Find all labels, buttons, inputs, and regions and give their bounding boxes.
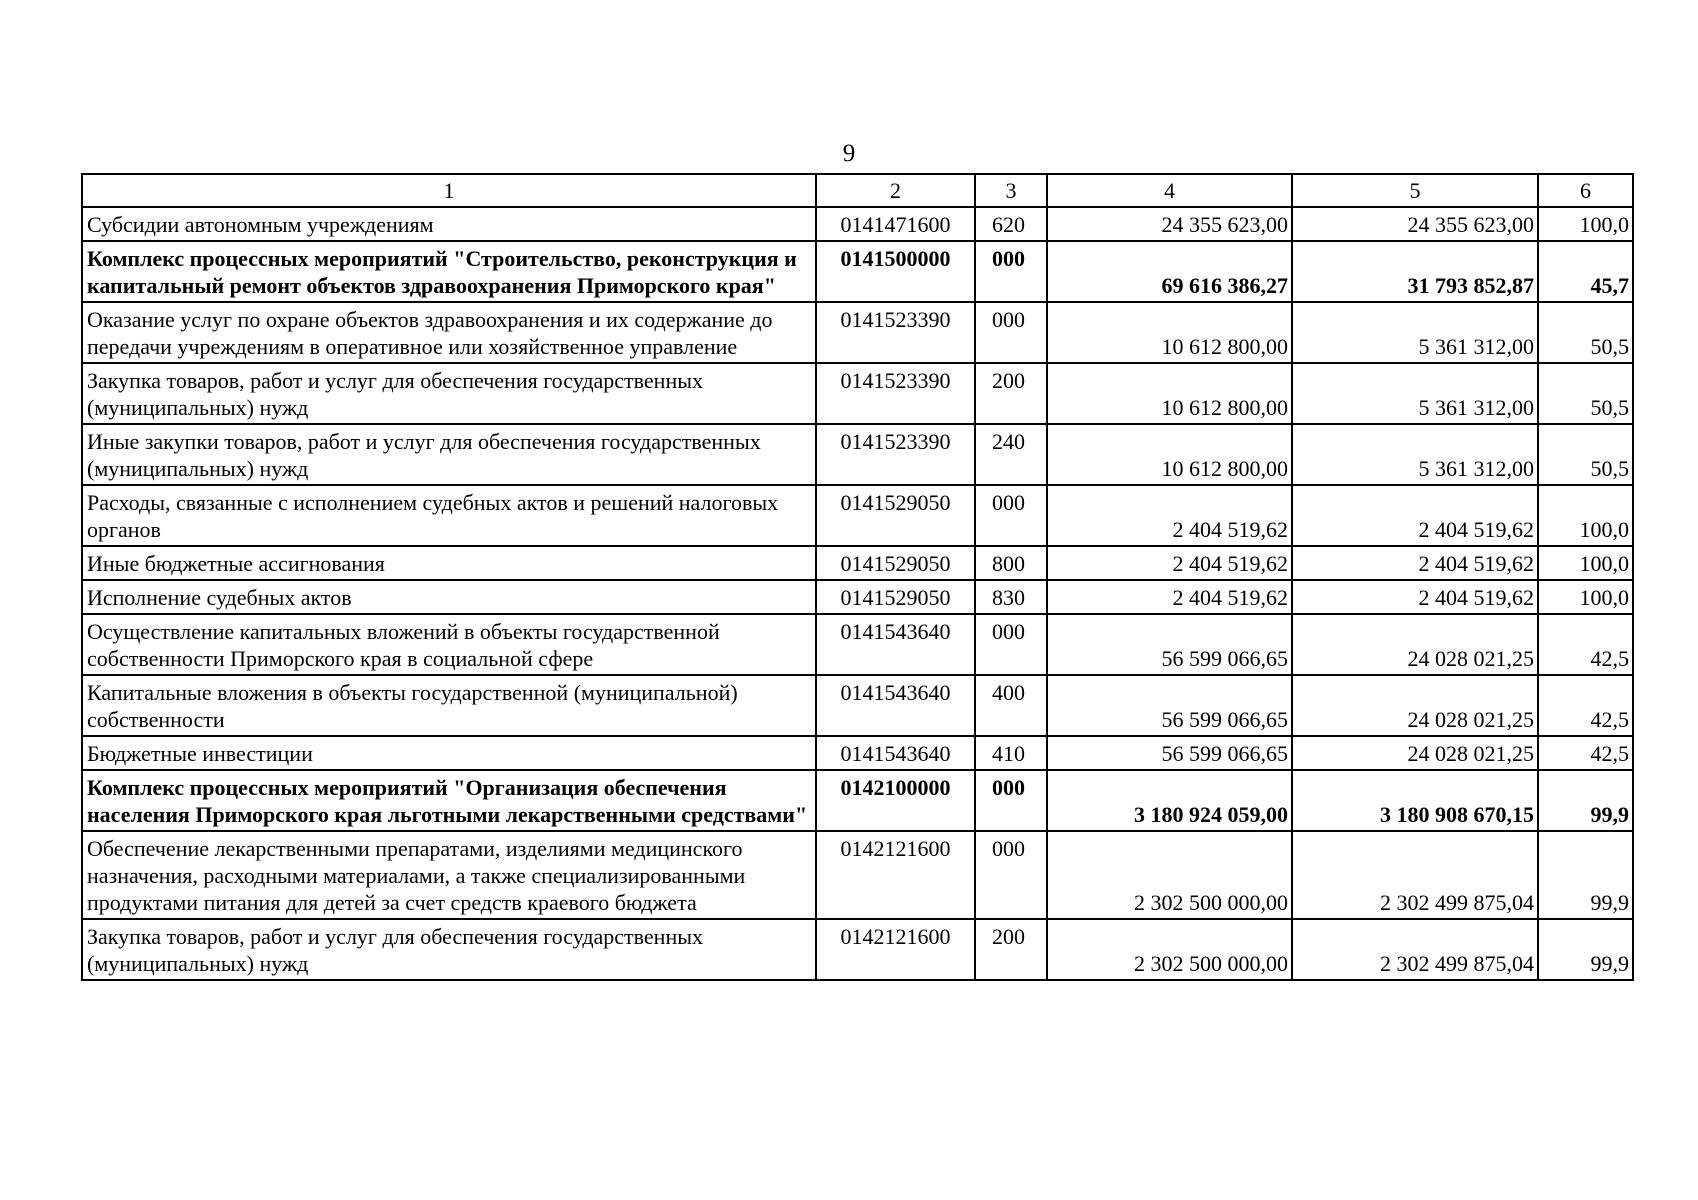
- expense-type-code-cell: 800: [975, 546, 1047, 580]
- target-article-code-cell: 0142100000: [816, 770, 975, 831]
- column-number: 2: [816, 174, 975, 207]
- execution-percent-cell: 100,0: [1538, 207, 1633, 241]
- executed-amount-cell: 24 355 623,00: [1292, 207, 1538, 241]
- column-number: 1: [82, 174, 816, 207]
- target-article-code-cell: 0141500000: [816, 241, 975, 302]
- target-article-code-cell: 0141543640: [816, 614, 975, 675]
- table-row: [82, 363, 1633, 424]
- executed-amount-cell: 5 361 312,00: [1292, 363, 1538, 424]
- planned-amount-cell: 24 355 623,00: [1047, 207, 1292, 241]
- item-name-cell: Субсидии автономным учреждениям: [82, 207, 816, 241]
- expense-type-code-cell: 000: [975, 302, 1047, 363]
- planned-amount-cell: 69 616 386,27: [1047, 241, 1292, 302]
- item-name-cell: Закупка товаров, работ и услуг для обеспечения государственных (муниципальных) нужд: [82, 919, 816, 980]
- expense-type-code-cell: 000: [975, 241, 1047, 302]
- execution-percent-cell: 50,5: [1538, 302, 1633, 363]
- planned-amount-cell: 10 612 800,00: [1047, 302, 1292, 363]
- page-number: 9: [842, 140, 856, 167]
- executed-amount-cell: 3 180 908 670,15: [1292, 770, 1538, 831]
- planned-amount-cell: 2 302 500 000,00: [1047, 831, 1292, 919]
- execution-percent-cell: 45,7: [1538, 241, 1633, 302]
- target-article-code-cell: 0142121600: [816, 831, 975, 919]
- executed-amount-cell: 24 028 021,25: [1292, 675, 1538, 736]
- column-number: 6: [1538, 174, 1633, 207]
- target-article-code-cell: 0141543640: [816, 736, 975, 770]
- planned-amount-cell: 10 612 800,00: [1047, 363, 1292, 424]
- execution-percent-cell: 99,9: [1538, 831, 1633, 919]
- table-row: [82, 736, 1633, 770]
- expense-type-code-cell: 000: [975, 485, 1047, 546]
- executed-amount-cell: 5 361 312,00: [1292, 424, 1538, 485]
- execution-percent-cell: 42,5: [1538, 614, 1633, 675]
- executed-amount-cell: 2 404 519,62: [1292, 580, 1538, 614]
- expense-type-code-cell: 620: [975, 207, 1047, 241]
- executed-amount-cell: 31 793 852,87: [1292, 241, 1538, 302]
- planned-amount-cell: 2 404 519,62: [1047, 485, 1292, 546]
- item-name-cell: Исполнение судебных актов: [82, 580, 816, 614]
- execution-percent-cell: 100,0: [1538, 485, 1633, 546]
- column-number: 3: [975, 174, 1047, 207]
- table-row: [82, 614, 1633, 675]
- target-article-code-cell: 0141529050: [816, 546, 975, 580]
- execution-percent-cell: 100,0: [1538, 580, 1633, 614]
- expense-type-code-cell: 000: [975, 614, 1047, 675]
- table-body: [82, 174, 1633, 980]
- column-number: 4: [1047, 174, 1292, 207]
- item-name-cell: Закупка товаров, работ и услуг для обеспечения государственных (муниципальных) нужд: [82, 363, 816, 424]
- target-article-code-cell: 0141523390: [816, 424, 975, 485]
- item-name-cell: Бюджетные инвестиции: [82, 736, 816, 770]
- table-row: [82, 770, 1633, 831]
- executed-amount-cell: 2 404 519,62: [1292, 546, 1538, 580]
- item-name-cell: Иные бюджетные ассигнования: [82, 546, 816, 580]
- table-row: [82, 302, 1633, 363]
- expense-type-code-cell: 240: [975, 424, 1047, 485]
- table-row: [82, 241, 1633, 302]
- table-row: [82, 580, 1633, 614]
- expense-type-code-cell: 830: [975, 580, 1047, 614]
- planned-amount-cell: 10 612 800,00: [1047, 424, 1292, 485]
- execution-percent-cell: 99,9: [1538, 770, 1633, 831]
- planned-amount-cell: 2 404 519,62: [1047, 580, 1292, 614]
- item-name-cell: Расходы, связанные с исполнением судебных актов и решений налоговых органов: [82, 485, 816, 546]
- expense-type-code-cell: 000: [975, 831, 1047, 919]
- execution-percent-cell: 100,0: [1538, 546, 1633, 580]
- expense-type-code-cell: 200: [975, 363, 1047, 424]
- item-name-cell: Капитальные вложения в объекты государственной (муниципальной) собственности: [82, 675, 816, 736]
- target-article-code-cell: 0141529050: [816, 580, 975, 614]
- table-row: [82, 831, 1633, 919]
- item-name-cell: Оказание услуг по охране объектов здравоохранения и их содержание до передачи учреждениям в оперативное или хозяйственное управление: [82, 302, 816, 363]
- executed-amount-cell: 5 361 312,00: [1292, 302, 1538, 363]
- item-name-cell: Иные закупки товаров, работ и услуг для обеспечения государственных (муниципальных) нужд: [82, 424, 816, 485]
- item-name-cell: Осуществление капитальных вложений в объекты государственной собственности Приморского края в социальной сфере: [82, 614, 816, 675]
- budget-table: [81, 173, 1634, 981]
- target-article-code-cell: 0141523390: [816, 363, 975, 424]
- table-row: [82, 485, 1633, 546]
- target-article-code-cell: 0141529050: [816, 485, 975, 546]
- execution-percent-cell: 42,5: [1538, 736, 1633, 770]
- executed-amount-cell: 2 302 499 875,04: [1292, 919, 1538, 980]
- table-row: [82, 675, 1633, 736]
- planned-amount-cell: 56 599 066,65: [1047, 736, 1292, 770]
- item-name-cell: Комплекс процессных мероприятий "Организация обеспечения населения Приморского края льготными лекарственными средствами": [82, 770, 816, 831]
- target-article-code-cell: 0142121600: [816, 919, 975, 980]
- expense-type-code-cell: 400: [975, 675, 1047, 736]
- table-row: [82, 424, 1633, 485]
- table-row: [82, 207, 1633, 241]
- execution-percent-cell: 50,5: [1538, 363, 1633, 424]
- executed-amount-cell: 2 302 499 875,04: [1292, 831, 1538, 919]
- table-row: [82, 546, 1633, 580]
- planned-amount-cell: 2 404 519,62: [1047, 546, 1292, 580]
- table-row: [82, 919, 1633, 980]
- expense-type-code-cell: 000: [975, 770, 1047, 831]
- item-name-cell: Обеспечение лекарственными препаратами, изделиями медицинского назначения, расходными материалами, а также специализированными продуктами питания для детей за счет средств краевого бюджета: [82, 831, 816, 919]
- expense-type-code-cell: 200: [975, 919, 1047, 980]
- target-article-code-cell: 0141523390: [816, 302, 975, 363]
- expense-type-code-cell: 410: [975, 736, 1047, 770]
- column-number-row: [82, 174, 1633, 207]
- execution-percent-cell: 42,5: [1538, 675, 1633, 736]
- executed-amount-cell: 24 028 021,25: [1292, 614, 1538, 675]
- column-number: 5: [1292, 174, 1538, 207]
- target-article-code-cell: 0141543640: [816, 675, 975, 736]
- planned-amount-cell: 3 180 924 059,00: [1047, 770, 1292, 831]
- execution-percent-cell: 99,9: [1538, 919, 1633, 980]
- executed-amount-cell: 2 404 519,62: [1292, 485, 1538, 546]
- planned-amount-cell: 56 599 066,65: [1047, 675, 1292, 736]
- planned-amount-cell: 2 302 500 000,00: [1047, 919, 1292, 980]
- item-name-cell: Комплекс процессных мероприятий "Строительство, реконструкция и капитальный ремонт объектов здравоохранения Приморского края": [82, 241, 816, 302]
- planned-amount-cell: 56 599 066,65: [1047, 614, 1292, 675]
- executed-amount-cell: 24 028 021,25: [1292, 736, 1538, 770]
- target-article-code-cell: 0141471600: [816, 207, 975, 241]
- execution-percent-cell: 50,5: [1538, 424, 1633, 485]
